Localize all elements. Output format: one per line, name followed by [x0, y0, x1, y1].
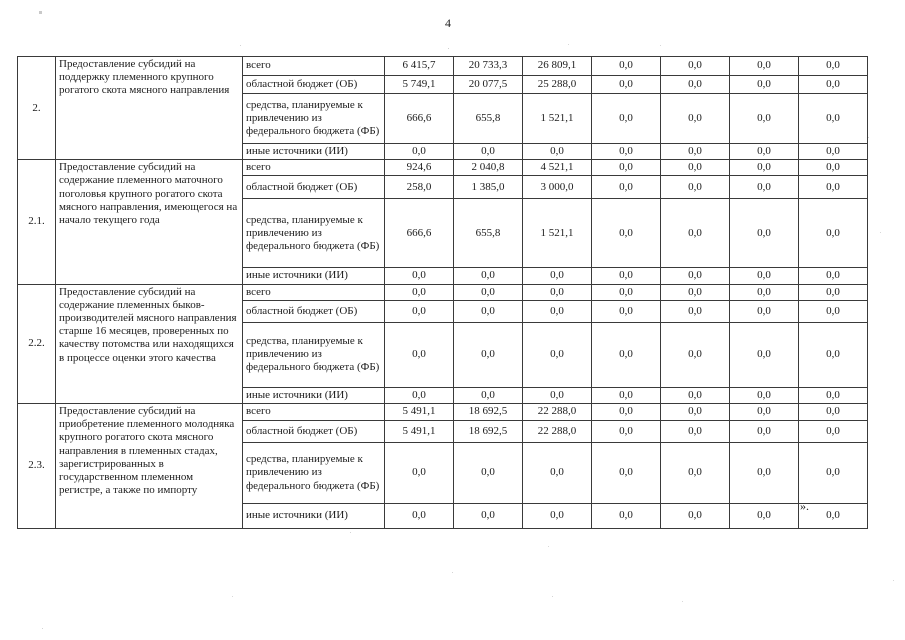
row-number-cell: 2. — [18, 57, 56, 160]
value-cell: 0,0 — [730, 160, 799, 176]
value-cell: 0,0 — [592, 57, 661, 76]
value-cell: 0,0 — [385, 284, 454, 300]
table-row — [18, 284, 868, 300]
funding-source-cell: иные источники (ИИ) — [243, 144, 385, 160]
value-cell: 22 288,0 — [523, 420, 592, 442]
value-cell: 655,8 — [454, 199, 523, 268]
value-cell: 0,0 — [454, 387, 523, 403]
value-cell: 0,0 — [799, 503, 868, 528]
funding-source-cell: иные источники (ИИ) — [243, 268, 385, 284]
value-cell: 0,0 — [661, 503, 730, 528]
scan-noise — [0, 0, 1, 1]
value-cell: 0,0 — [730, 57, 799, 76]
funding-source-cell: всего — [243, 284, 385, 300]
value-cell: 0,0 — [661, 144, 730, 160]
value-cell: 0,0 — [730, 199, 799, 268]
value-cell: 0,0 — [730, 300, 799, 322]
closing-quote-mark: ». — [800, 499, 809, 513]
value-cell: 0,0 — [661, 94, 730, 144]
value-cell: 0,0 — [730, 176, 799, 199]
value-cell: 0,0 — [523, 268, 592, 284]
value-cell: 5 491,1 — [385, 420, 454, 442]
value-cell: 0,0 — [799, 176, 868, 199]
funding-source-cell: областной бюджет (ОБ) — [243, 176, 385, 199]
measure-description-cell: Предоставление субсидий на приобретение племенного молодняка крупного рогатого скота мясного направления в племенных стадах, зарегистрированных в государственном племенном регистре, а также по импорту — [56, 403, 243, 528]
value-cell: 0,0 — [661, 199, 730, 268]
value-cell: 0,0 — [592, 442, 661, 503]
value-cell: 0,0 — [592, 76, 661, 94]
value-cell: 4 521,1 — [523, 160, 592, 176]
value-cell: 0,0 — [454, 503, 523, 528]
value-cell: 0,0 — [385, 503, 454, 528]
value-cell: 1 521,1 — [523, 199, 592, 268]
value-cell: 0,0 — [592, 144, 661, 160]
value-cell: 0,0 — [592, 420, 661, 442]
funding-source-cell: средства, планируемые к привлечению из федерального бюджета (ФБ) — [243, 322, 385, 387]
value-cell: 3 000,0 — [523, 176, 592, 199]
value-cell: 0,0 — [454, 268, 523, 284]
value-cell: 0,0 — [592, 503, 661, 528]
value-cell: 0,0 — [592, 300, 661, 322]
value-cell: 25 288,0 — [523, 76, 592, 94]
value-cell: 0,0 — [730, 94, 799, 144]
value-cell: 0,0 — [799, 199, 868, 268]
value-cell: 20 077,5 — [454, 76, 523, 94]
value-cell: 0,0 — [592, 176, 661, 199]
value-cell: 0,0 — [661, 284, 730, 300]
value-cell: 0,0 — [385, 144, 454, 160]
value-cell: 924,6 — [385, 160, 454, 176]
value-cell: 655,8 — [454, 94, 523, 144]
value-cell: 0,0 — [799, 322, 868, 387]
funding-source-cell: средства, планируемые к привлечению из федерального бюджета (ФБ) — [243, 199, 385, 268]
funding-source-cell: областной бюджет (ОБ) — [243, 300, 385, 322]
value-cell: 258,0 — [385, 176, 454, 199]
value-cell: 0,0 — [592, 403, 661, 420]
row-number-cell: 2.3. — [18, 403, 56, 528]
value-cell: 22 288,0 — [523, 403, 592, 420]
value-cell: 0,0 — [661, 322, 730, 387]
value-cell: 5 749,1 — [385, 76, 454, 94]
value-cell: 0,0 — [661, 160, 730, 176]
funding-source-cell: иные источники (ИИ) — [243, 387, 385, 403]
value-cell: 0,0 — [523, 503, 592, 528]
value-cell: 0,0 — [523, 300, 592, 322]
table-row — [18, 160, 868, 176]
value-cell: 0,0 — [799, 144, 868, 160]
subsidy-table — [17, 56, 868, 529]
value-cell: 1 385,0 — [454, 176, 523, 199]
value-cell: 6 415,7 — [385, 57, 454, 76]
value-cell: 5 491,1 — [385, 403, 454, 420]
value-cell: 0,0 — [799, 76, 868, 94]
value-cell: 0,0 — [385, 300, 454, 322]
value-cell: 2 040,8 — [454, 160, 523, 176]
value-cell: 0,0 — [799, 160, 868, 176]
page-number: 4 — [445, 16, 451, 30]
subsidy-table-body — [18, 57, 868, 529]
value-cell: 0,0 — [661, 57, 730, 76]
funding-source-cell: всего — [243, 403, 385, 420]
value-cell: 0,0 — [799, 420, 868, 442]
value-cell: 0,0 — [799, 300, 868, 322]
value-cell: 0,0 — [454, 300, 523, 322]
funding-source-cell: иные источники (ИИ) — [243, 503, 385, 528]
value-cell: 18 692,5 — [454, 420, 523, 442]
funding-source-cell: областной бюджет (ОБ) — [243, 420, 385, 442]
value-cell: 0,0 — [661, 76, 730, 94]
value-cell: 0,0 — [730, 284, 799, 300]
value-cell: 18 692,5 — [454, 403, 523, 420]
value-cell: 20 733,3 — [454, 57, 523, 76]
value-cell: 0,0 — [454, 284, 523, 300]
value-cell: 0,0 — [799, 57, 868, 76]
value-cell: 0,0 — [799, 442, 868, 503]
value-cell: 666,6 — [385, 199, 454, 268]
value-cell: 0,0 — [661, 268, 730, 284]
value-cell: 0,0 — [799, 403, 868, 420]
value-cell: 0,0 — [385, 268, 454, 284]
value-cell: 0,0 — [592, 387, 661, 403]
value-cell: 0,0 — [592, 94, 661, 144]
value-cell: 0,0 — [730, 503, 799, 528]
row-number-cell: 2.2. — [18, 284, 56, 403]
funding-source-cell: средства, планируемые к привлечению из федерального бюджета (ФБ) — [243, 94, 385, 144]
value-cell: 0,0 — [661, 403, 730, 420]
value-cell: 0,0 — [592, 284, 661, 300]
value-cell: 0,0 — [799, 284, 868, 300]
value-cell: 0,0 — [592, 322, 661, 387]
measure-description-cell: Предоставление субсидий на содержание племенного маточного поголовья крупного рогатого скота мясного направления, имеющегося на начало текущего года — [56, 160, 243, 284]
value-cell: 0,0 — [730, 420, 799, 442]
row-number-cell: 2.1. — [18, 160, 56, 284]
value-cell: 0,0 — [523, 322, 592, 387]
funding-source-cell: всего — [243, 57, 385, 76]
value-cell: 0,0 — [799, 94, 868, 144]
value-cell: 0,0 — [523, 442, 592, 503]
table-row — [18, 57, 868, 76]
value-cell: 0,0 — [523, 284, 592, 300]
value-cell: 0,0 — [385, 322, 454, 387]
value-cell: 0,0 — [592, 268, 661, 284]
value-cell: 0,0 — [730, 387, 799, 403]
value-cell: 0,0 — [799, 268, 868, 284]
value-cell: 0,0 — [661, 442, 730, 503]
funding-source-cell: всего — [243, 160, 385, 176]
value-cell: 0,0 — [799, 387, 868, 403]
value-cell: 0,0 — [454, 322, 523, 387]
value-cell: 666,6 — [385, 94, 454, 144]
value-cell: 0,0 — [730, 442, 799, 503]
value-cell: 0,0 — [661, 176, 730, 199]
table-row — [18, 403, 868, 420]
measure-description-cell: Предоставление субсидий на поддержку племенного крупного рогатого скота мясного направления — [56, 57, 243, 160]
value-cell: 0,0 — [454, 442, 523, 503]
value-cell: 1 521,1 — [523, 94, 592, 144]
value-cell: 0,0 — [592, 160, 661, 176]
value-cell: 0,0 — [730, 144, 799, 160]
funding-source-cell: областной бюджет (ОБ) — [243, 76, 385, 94]
measure-description-cell: Предоставление субсидий на содержание племенных быков-производителей мясного направления старше 16 месяцев, проверенных по качеству потомства или находящихся в процессе оценки этого качества — [56, 284, 243, 403]
value-cell: 26 809,1 — [523, 57, 592, 76]
value-cell: 0,0 — [730, 403, 799, 420]
value-cell: 0,0 — [730, 76, 799, 94]
value-cell: 0,0 — [385, 387, 454, 403]
value-cell: 0,0 — [523, 144, 592, 160]
value-cell: 0,0 — [385, 442, 454, 503]
value-cell: 0,0 — [454, 144, 523, 160]
value-cell: 0,0 — [661, 300, 730, 322]
value-cell: 0,0 — [661, 420, 730, 442]
funding-source-cell: средства, планируемые к привлечению из федерального бюджета (ФБ) — [243, 442, 385, 503]
value-cell: 0,0 — [730, 268, 799, 284]
value-cell: 0,0 — [730, 322, 799, 387]
value-cell: 0,0 — [523, 387, 592, 403]
value-cell: 0,0 — [661, 387, 730, 403]
value-cell: 0,0 — [592, 199, 661, 268]
